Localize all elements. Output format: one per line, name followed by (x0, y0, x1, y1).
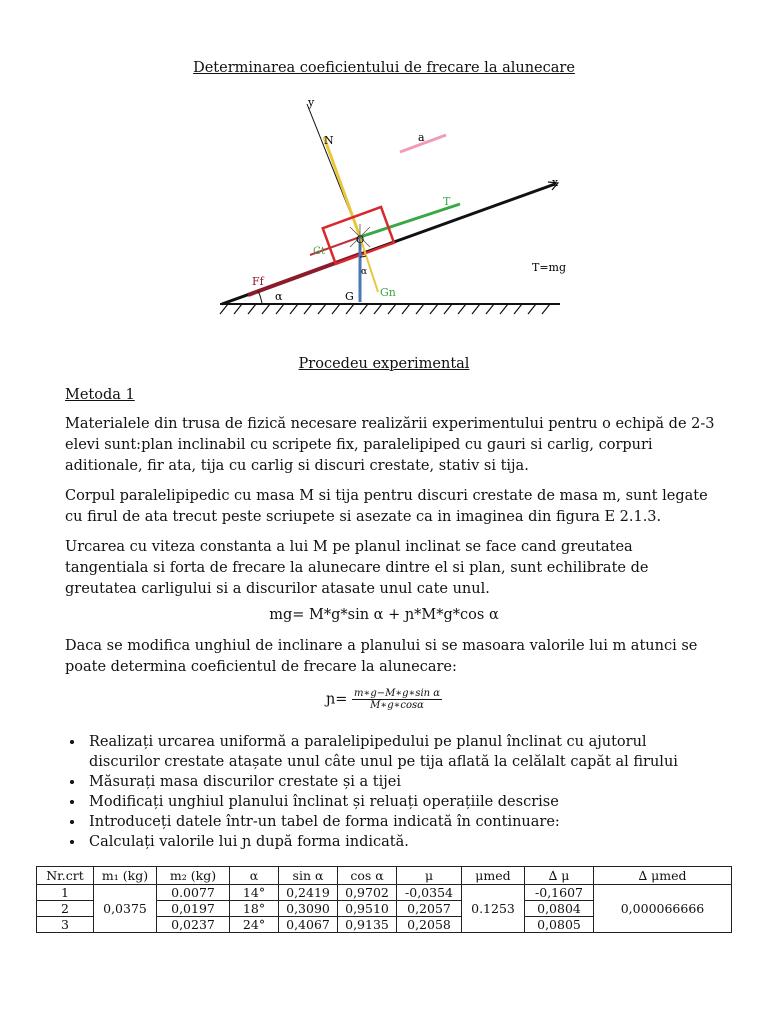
table-cell: 3 (37, 917, 94, 933)
formula-numerator: m∗g−M∗g∗sin α (354, 688, 441, 699)
data-table (36, 866, 732, 933)
table-cell: 0.0077 (157, 885, 230, 901)
table-cell: 18° (230, 901, 279, 917)
table-cell: 1 (37, 885, 94, 901)
col-header: α (230, 867, 279, 885)
formula-fraction (352, 688, 442, 711)
col-header: Nr.crt (37, 867, 94, 885)
table-cell: -0,1607 (525, 885, 594, 901)
col-header: cos α (338, 867, 397, 885)
method-title: Metoda 1 (65, 387, 135, 403)
col-header: μmed (462, 867, 525, 885)
alpha-inner-label: α (361, 267, 368, 277)
list-item: • Calculați valorile lui ɲ după forma indicată. (85, 832, 715, 852)
table-header-row (37, 867, 732, 885)
table-row (37, 885, 732, 901)
base-angle-arc (258, 291, 262, 304)
t-label: T (443, 195, 451, 208)
paragraph-coefficient: Daca se modifica unghiul de inclinare a planului si se masoara valorile lui m atunci se poate determina coeficientul de frecare la alunecare: (65, 638, 698, 675)
paragraph-materials: Materialele din trusa de fizică necesare realizării experimentului pentru o echipă de 2-3 elevi sunt:plan inclinabil cu scripete fix, paralelipiped cu gauri si carlig, corpuri aditionale, fir ata, tija cu carlig si discuri crestate, stativ si tija. (65, 416, 715, 474)
table-cell: 0,9510 (338, 901, 397, 917)
section-title: Procedeu experimental (298, 356, 470, 372)
table-cell: 0,0805 (525, 917, 594, 933)
table-cell: 0,3090 (279, 901, 338, 917)
document-title: Determinarea coeficientului de frecare la alunecare (193, 60, 575, 76)
list-item: • Introduceți datele într-un tabel de forma indicată în continuare: (85, 812, 715, 832)
g-label: G (345, 290, 354, 303)
inclined-plane-figure (200, 92, 580, 328)
table-cell: 2 (37, 901, 94, 917)
table-cell: 0,0197 (157, 901, 230, 917)
table-cell: 0,2057 (397, 901, 462, 917)
table-cell-m1: 0,0375 (94, 885, 157, 933)
table-cell: 0,9135 (338, 917, 397, 933)
table-cell: 0,0804 (525, 901, 594, 917)
col-header: ∆ μ (525, 867, 594, 885)
col-header: ∆ μmed (594, 867, 732, 885)
list-item: • Realizați urcarea uniformă a paralelipipedului pe planul înclinat cu ajutorul discurilor crestate atașate unul câte unul pe tija aflată la celălalt capăt al firului (85, 732, 715, 772)
paragraph-setup: Corpul paralelipipedic cu masa M si tija pentru discuri crestate de masa m, sunt legate cu firul de ata trecut peste scriupete si asezate ca in imaginea din figura E 2.1.3. (65, 488, 708, 525)
o-label: O (356, 235, 365, 246)
table-cell: 0,9702 (338, 885, 397, 901)
table-cell-delta-mu-med: 0,000066666 (594, 885, 732, 933)
list-item: • Modificați unghiul planului înclinat și reluați operațiile descrise (85, 792, 715, 812)
gn-label: Gn (380, 286, 396, 299)
table-cell: 0,0237 (157, 917, 230, 933)
table-cell: 0,2058 (397, 917, 462, 933)
t-mg-label: T=mg (532, 261, 567, 274)
table-cell: 0,2419 (279, 885, 338, 901)
paragraph-motion: Urcarea cu viteza constanta a lui M pe planul inclinat se face cand greutatea tangentiala si forta de frecare la alunecare dintre el si plan, sunt echilibrate de greutatea carligului si a discurilor atasate unul cate unul. (65, 539, 649, 597)
a-label: a (418, 131, 425, 144)
ff-label: Ff (252, 275, 264, 288)
gt-label: Gt (313, 246, 326, 257)
table-cell: 0,4067 (279, 917, 338, 933)
table-cell: -0,0354 (397, 885, 462, 901)
formula-lhs: ɲ= (325, 691, 348, 708)
formula-equilibrium: mg= M*g*sin α + ɲ*M*g*cos α (269, 607, 499, 623)
formula-denominator: M∗g∗cosα (370, 700, 424, 711)
list-item: • Măsurați masa discurilor crestate și a tijei (85, 772, 715, 792)
col-header: m₂ (kg) (157, 867, 230, 885)
table-cell-mu-med: 0.1253 (462, 885, 525, 933)
ground-hatch (220, 304, 550, 314)
formula-coefficient (0, 688, 768, 711)
col-header: m₁ (kg) (94, 867, 157, 885)
instruction-list (65, 732, 715, 852)
n-label: N (324, 134, 334, 147)
table-cell: 24° (230, 917, 279, 933)
col-header: sin α (279, 867, 338, 885)
x-label: x (552, 176, 559, 189)
alpha-base-label: α (275, 290, 283, 303)
table-cell: 14° (230, 885, 279, 901)
y-label: y (308, 96, 315, 109)
col-header: μ (397, 867, 462, 885)
